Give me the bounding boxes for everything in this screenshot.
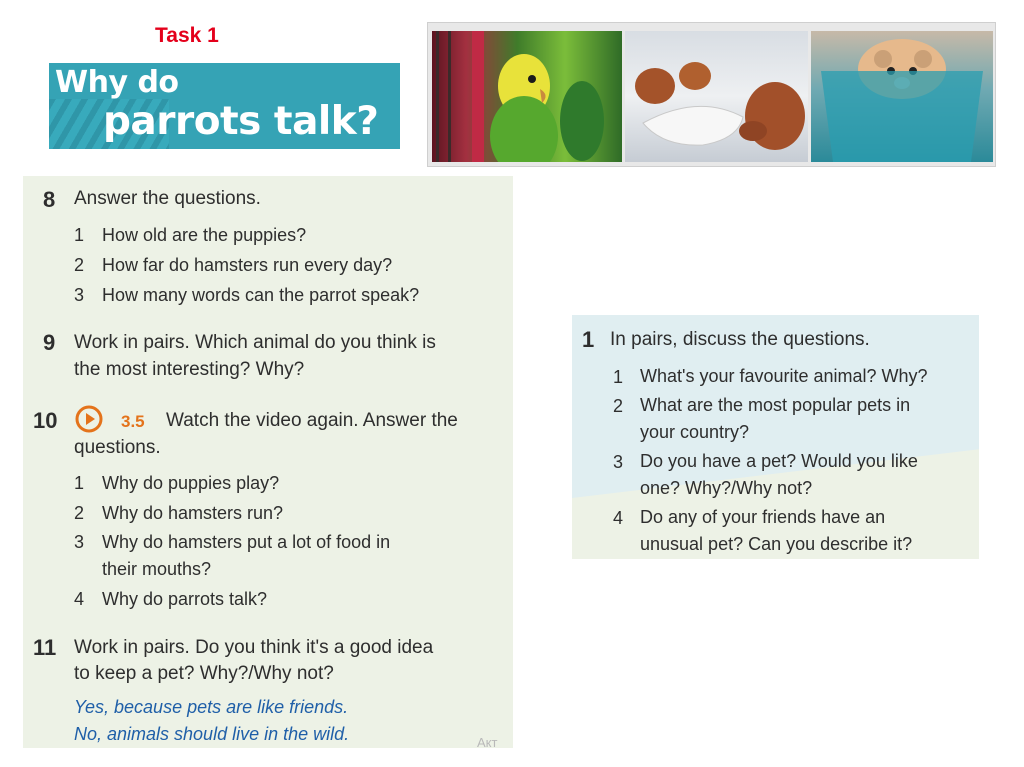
video-number: 3.5 — [121, 412, 145, 431]
ex1-q1-number: 1 — [613, 367, 624, 387]
ex8-q1-number: 1 — [74, 225, 85, 245]
watermark-text: Акт — [477, 735, 498, 750]
ex1-q4-text: Do any of your friends have an — [640, 507, 886, 527]
title-line-2: parrots talk? — [103, 99, 379, 144]
exercise-10-number: 10 — [33, 408, 58, 433]
exercise-10-line-1: Watch the video again. Answer the — [166, 410, 458, 431]
exercise-1-number: 1 — [582, 327, 595, 352]
ex10-q4-text: Why do parrots talk? — [102, 589, 268, 609]
exercise-9-number: 9 — [43, 330, 56, 355]
ex1-q2-number: 2 — [613, 396, 624, 416]
puppies-photo — [625, 31, 808, 162]
ex8-q1-text: How old are the puppies? — [102, 225, 307, 245]
puppies-illustration — [625, 31, 808, 162]
title-banner — [49, 63, 400, 149]
hamster-photo — [811, 31, 993, 162]
ex10-q3-text: Why do hamsters put a lot of food in — [102, 532, 391, 552]
ex10-q1-number: 1 — [74, 473, 85, 493]
ex10-q4-number: 4 — [74, 589, 85, 609]
task-label: Task 1 — [155, 24, 219, 47]
ex1-q4-number: 4 — [613, 508, 624, 528]
ex10-q2-number: 2 — [74, 503, 85, 523]
exercise-9-line-1: Work in pairs. Which animal do you think is — [74, 332, 436, 353]
parrot-photo — [432, 31, 622, 162]
play-video-icon[interactable] — [74, 404, 104, 434]
exercise-8-instruction: Answer the questions. — [74, 188, 261, 209]
ex1-q3-number: 3 — [613, 452, 624, 472]
title-line-1: Why do — [55, 65, 179, 100]
exercise-11-number: 11 — [33, 635, 57, 660]
exercise-10-line-2: questions. — [74, 437, 161, 458]
ex8-q2-number: 2 — [74, 255, 85, 275]
ex8-q3-number: 3 — [74, 285, 85, 305]
exercise-8-number: 8 — [43, 187, 56, 212]
ex1-q3-text: Do you have a pet? Would you like — [640, 451, 918, 471]
ex11-answer-2: No, animals should live in the wild. — [74, 724, 350, 744]
ex1-q2-text-cont: your country? — [640, 422, 750, 442]
ex1-q4-text-cont: unusual pet? Can you describe it? — [640, 534, 913, 554]
ex8-q3-text: How many words can the parrot speak? — [102, 285, 420, 305]
ex10-q3-number: 3 — [74, 532, 85, 552]
photo-strip — [427, 22, 996, 167]
parrot-illustration — [432, 31, 622, 162]
ex1-q3-text-cont: one? Why?/Why not? — [640, 478, 813, 498]
ex1-q2-text: What are the most popular pets in — [640, 395, 911, 415]
exercise-9-line-2: the most interesting? Why? — [74, 359, 305, 380]
exercise-11-line-1: Work in pairs. Do you think it's a good idea — [74, 637, 434, 658]
exercise-1-instruction: In pairs, discuss the questions. — [610, 329, 870, 350]
ex10-q2-text: Why do hamsters run? — [102, 503, 284, 523]
ex8-q2-text: How far do hamsters run every day? — [102, 255, 393, 275]
ex10-q3-text-cont: their mouths? — [102, 559, 212, 579]
ex10-q1-text: Why do puppies play? — [102, 473, 280, 493]
ex1-q1-text: What's your favourite animal? Why? — [640, 366, 928, 386]
hamster-illustration — [811, 31, 993, 162]
ex11-answer-1: Yes, because pets are like friends. — [74, 697, 349, 717]
exercise-11-line-2: to keep a pet? Why?/Why not? — [74, 663, 334, 684]
